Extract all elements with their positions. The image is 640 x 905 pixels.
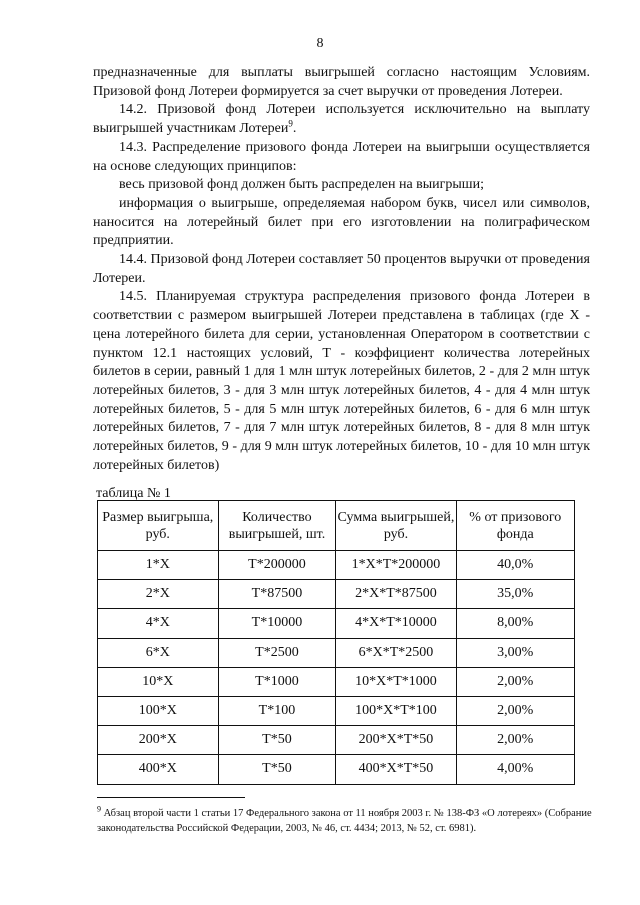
table-header-row: [98, 501, 575, 551]
cell-prize-sum: 200*Х*Т*50: [336, 726, 456, 755]
cell-prize-sum: 6*Х*Т*2500: [336, 638, 456, 667]
footnote-reference: 9: [288, 118, 293, 129]
cell-prize-size: 100*Х: [98, 696, 219, 725]
cell-fund-percent: 2,00%: [456, 667, 574, 696]
cell-prize-size: 400*Х: [98, 755, 219, 784]
cell-fund-percent: 2,00%: [456, 726, 574, 755]
cell-prize-size: 4*Х: [98, 609, 219, 638]
footnote-number: 9: [97, 804, 101, 814]
cell-prize-sum: 100*Х*Т*100: [336, 696, 456, 725]
cell-prize-sum: 4*Х*Т*10000: [336, 609, 456, 638]
table-row: [98, 726, 575, 755]
cell-prize-count: Т*50: [218, 726, 336, 755]
cell-prize-count: Т*2500: [218, 638, 336, 667]
paragraph-14-3: 14.3. Распределение призового фонда Лотереи на выигрыши осуществляется на основе следующих принципов:: [93, 139, 590, 174]
header-prize-count: Количество выигрышей, шт.: [218, 501, 336, 551]
table-row: [98, 696, 575, 725]
paragraph-continuation: предназначенные для выплаты выигрышей согласно настоящим Условиям. Призовой фонд Лотереи формируется за счет выручки от проведения Лотереи.: [93, 65, 590, 99]
table-caption: таблица № 1: [96, 486, 171, 501]
footnote: [97, 806, 597, 836]
cell-prize-size: 2*Х: [98, 580, 219, 609]
cell-prize-count: Т*1000: [218, 667, 336, 696]
cell-fund-percent: 35,0%: [456, 580, 574, 609]
table-row: [98, 580, 575, 609]
header-prize-sum: Сумма выигрышей, руб.: [336, 501, 456, 551]
cell-prize-sum: 10*Х*Т*1000: [336, 667, 456, 696]
cell-fund-percent: 40,0%: [456, 551, 574, 580]
paragraph-principle-2: информация о выигрыше, определяемая набором букв, чисел или символов, наносится на лотерейный билет при его изготовлении на полиграфическом предприятии.: [93, 195, 590, 249]
footnote-divider: [97, 797, 245, 798]
paragraph-14-2: 14.2. Призовой фонд Лотереи используется исключительно на выплату выигрышей участникам Лотереи$^9$.: [93, 102, 590, 137]
page-number: 8: [316, 36, 324, 51]
table-row: [98, 667, 575, 696]
cell-prize-count: Т*10000: [218, 609, 336, 638]
cell-fund-percent: 3,00%: [456, 638, 574, 667]
paragraph-14-5: 14.5. Планируемая структура распределения призового фонда Лотереи в соответствии с размером выигрышей Лотереи представлена в таблицах (где Х - цена лотерейного билета для серии, установленная Оператором в соответствии с пунктом 12.1 настоящих условий, Т - коэффициент количества лотерейных билетов в серии, равный 1 для 1 млн штук лотерейных билетов, 2 - для 2 млн штук лотерейных билетов, 3 - для 3 млн штук лотерейных билетов, 4 - для 4 млн штук лотерейных билетов, 5 - для 5 млн штук лотерейных билетов, 6 - для 6 млн штук лотерейных билетов, 7 - для 7 млн штук лотерейных билетов, 8 - для 8 млн штук лотерейных билетов, 9 - для 9 млн штук лотерейных билетов, 10 - для 10 млн штук лотерейных билетов): [93, 289, 590, 473]
cell-prize-count: Т*100: [218, 696, 336, 725]
cell-prize-sum: 1*Х*Т*200000: [336, 551, 456, 580]
cell-prize-size: 6*Х: [98, 638, 219, 667]
cell-prize-sum: 400*Х*Т*50: [336, 755, 456, 784]
cell-prize-size: 1*Х: [98, 551, 219, 580]
table-row: [98, 609, 575, 638]
header-fund-percent: % от призового фонда: [456, 501, 574, 551]
cell-fund-percent: 2,00%: [456, 696, 574, 725]
table-row: [98, 638, 575, 667]
cell-prize-count: Т*87500: [218, 580, 336, 609]
cell-fund-percent: 4,00%: [456, 755, 574, 784]
table-row: [98, 551, 575, 580]
header-prize-size: Размер выигрыша, руб.: [98, 501, 219, 551]
paragraph-14-2-text: 14.2. Призовой фонд Лотереи используется исключительно на выплату выигрышей участникам Лотереи: [93, 102, 590, 137]
body-text: [93, 64, 590, 475]
cell-prize-size: 200*Х: [98, 726, 219, 755]
cell-prize-size: 10*Х: [98, 667, 219, 696]
paragraph-14-4: 14.4. Призовой фонд Лотереи составляет 50 процентов выручки от проведения Лотереи.: [93, 252, 590, 286]
cell-prize-sum: 2*Х*Т*87500: [336, 580, 456, 609]
cell-fund-percent: 8,00%: [456, 609, 574, 638]
cell-prize-count: Т*50: [218, 755, 336, 784]
prize-distribution-table: [97, 500, 575, 785]
table-row: [98, 755, 575, 784]
cell-prize-count: Т*200000: [218, 551, 336, 580]
paragraph-principle-1: весь призовой фонд должен быть распределен на выигрыши;: [119, 177, 484, 193]
footnote-text: Абзац второй части 1 статьи 17 Федерального закона от 11 ноября 2003 г. № 138-ФЗ «О лотереях» (Собрание законодательства Российской Федерации, 2003, № 46, ст. 4434; 2013, № 52, ст. 6981).: [97, 808, 592, 834]
